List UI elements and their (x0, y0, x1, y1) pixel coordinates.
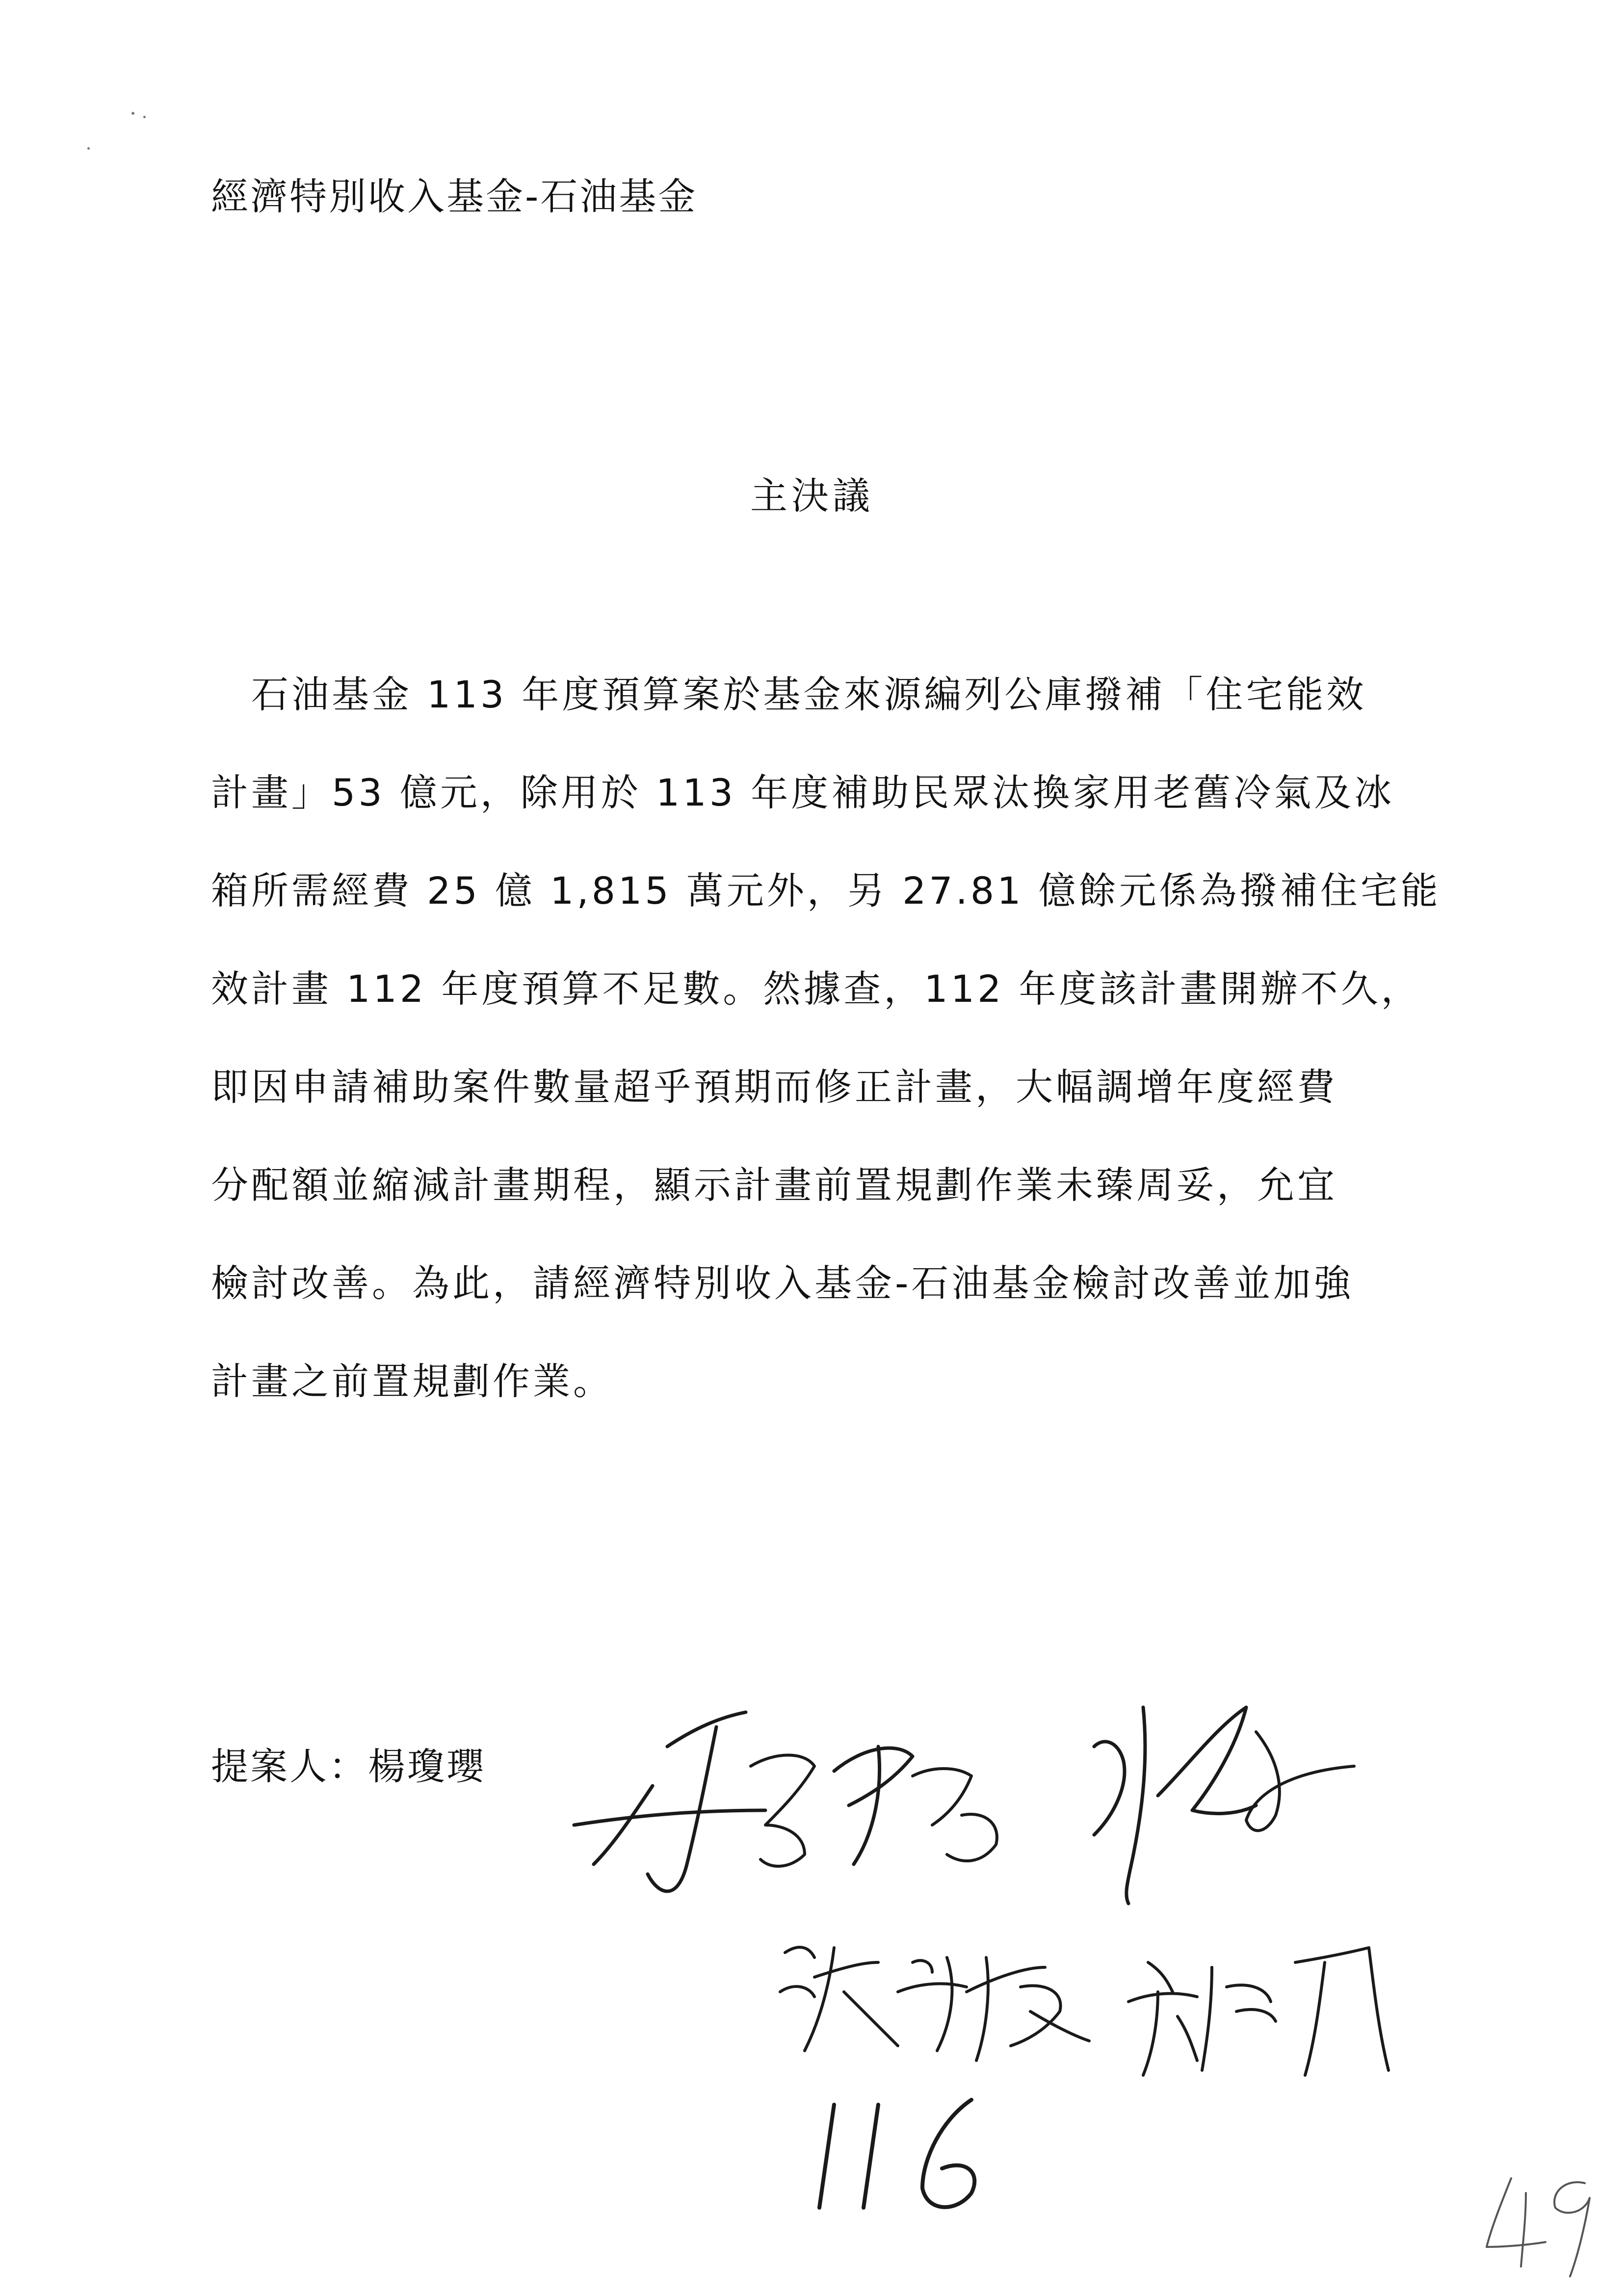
body-line-3: 箱所需經費 25 億 1,815 萬元外，另 27.81 億餘元係為撥補住宅能 (211, 869, 1441, 913)
body-line-5: 即因申請補助案件數量超乎預期而修正計畫，大幅調增年度經費 (211, 1065, 1337, 1109)
handwritten-number-116 (819, 2100, 974, 2208)
body-line-8: 計畫之前置規劃作業。 (211, 1359, 613, 1403)
signature-1 (574, 1712, 814, 1891)
resolution-heading: 主決議 (750, 474, 874, 518)
signature-2 (834, 1747, 997, 1864)
body-line-6: 分配額並縮減計畫期程，顯示計畫前置規劃作業未臻周妥，允宜 (211, 1163, 1337, 1207)
signature-4 (780, 1947, 1089, 2061)
signature-5 (1128, 1948, 1388, 2075)
signature-3 (1094, 1707, 1354, 1904)
body-line-4: 效計畫 112 年度預算不足數。然據查，112 年度該計畫開辦不久， (211, 967, 1421, 1011)
body-line-7: 檢討改善。為此，請經濟特別收入基金-石油基金檢討改善並加強 (211, 1261, 1354, 1305)
body-line-2: 計畫」53 億元，除用於 113 年度補助民眾汰換家用老舊冷氣及冰 (211, 771, 1395, 814)
handwritten-page-number (1487, 2178, 1590, 2276)
body-line-1: 石油基金 113 年度預算案於基金來源編列公庫撥補「住宅能效 (211, 673, 1367, 716)
fund-title: 經濟特別收入基金-石油基金 (211, 175, 698, 218)
proposer-line: 提案人：楊瓊瓔 (211, 1745, 486, 1788)
